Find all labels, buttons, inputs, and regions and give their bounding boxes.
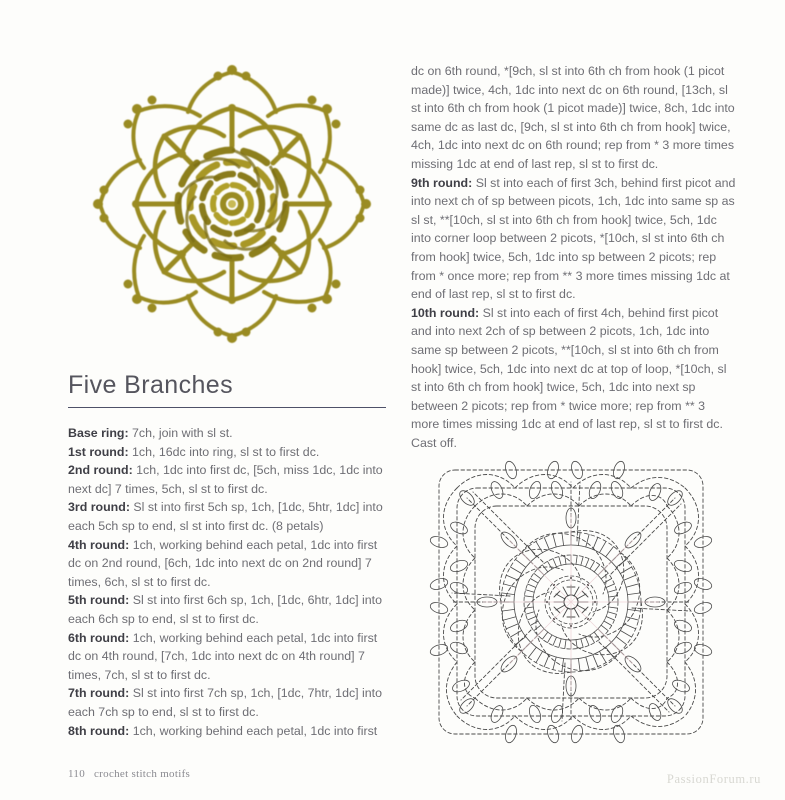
instruction-left-text-4: 1ch, working behind each petal, 1dc into first dc on 2nd round, [6ch, 1dc into next dc on 2nd round] 7 times, 6ch, sl st to first dc. bbox=[68, 537, 378, 589]
instruction-left-label-3: 3rd round: bbox=[68, 500, 130, 515]
instruction-left-label-6: 6th round: bbox=[68, 630, 130, 645]
footer-book-title: crochet stitch motifs bbox=[94, 768, 191, 780]
instruction-left-1 bbox=[68, 443, 390, 462]
instruction-left-text-1: 1ch, 16dc into ring, sl st to first dc. bbox=[128, 444, 320, 459]
instruction-left-0 bbox=[68, 424, 390, 443]
instruction-right-2 bbox=[411, 304, 736, 453]
instruction-left-label-2: 2nd round: bbox=[68, 463, 133, 478]
instruction-left-8 bbox=[68, 722, 390, 741]
motif-photograph bbox=[62, 52, 402, 362]
motif-photo-svg bbox=[62, 52, 402, 362]
instruction-left-text-3: Sl st into first 5ch sp, 1ch, [1dc, 5htr, 1dc] into each 5ch sp to end, sl st into first dc. (8 petals) bbox=[68, 500, 383, 533]
instruction-left-text-2: 1ch, 1dc into first dc, [5ch, miss 1dc, 1dc into next dc] 7 times, 5ch, sl st to first dc. bbox=[68, 463, 383, 496]
instruction-left-label-0: Base ring: bbox=[68, 426, 129, 440]
instruction-left-label-8: 8th round: bbox=[68, 723, 130, 738]
instruction-left-text-6: 1ch, working behind each petal, 1dc into first dc on 4th round, [7ch, 1dc into next dc on 4th round] 7 times, 7ch, sl st to first dc. bbox=[68, 630, 378, 682]
stitch-chart-svg bbox=[412, 452, 730, 752]
instruction-left-text-0: 7ch, join with sl st. bbox=[128, 426, 233, 440]
stitch-chart-diagram bbox=[412, 452, 730, 752]
instruction-left-text-8: 1ch, working behind each petal, 1dc into first bbox=[129, 723, 378, 738]
instruction-left-label-1: 1st round: bbox=[68, 444, 129, 459]
instruction-left-label-5: 5th round: bbox=[68, 593, 130, 608]
instructions-right-column bbox=[411, 62, 736, 452]
instruction-right-text-2: Sl st into each of first 4ch, behind first picot and into next 2ch of sp between 2 picots, 1ch, 1dc into same sp between 2 picots, **[10ch, sl st into 6th ch from hook] twice, 5ch, 1dc into next dc at top of loop, *[10ch, sl st into 6th ch from hook] twice, 5ch, 1dc into next sp between 2 picots; rep from * twice more; rep from ** 3 more times missing 1dc at end of last rep, sl st to first dc. Cast off. bbox=[411, 305, 727, 450]
instruction-left-text-5: Sl st into first 6ch sp, 1ch, [1dc, 6htr, 1dc] into each 6ch sp to end, sl st to first dc. bbox=[68, 593, 383, 626]
section-title-block bbox=[68, 372, 388, 408]
instruction-left-7 bbox=[68, 684, 390, 721]
instruction-right-1 bbox=[411, 174, 736, 304]
instruction-right-label-2: 10th round: bbox=[411, 305, 480, 320]
instruction-left-5 bbox=[68, 591, 390, 628]
instruction-left-6 bbox=[68, 629, 390, 685]
page-footer bbox=[68, 768, 190, 780]
instruction-left-2 bbox=[68, 461, 390, 498]
watermark: PassionForum.ru bbox=[666, 772, 761, 786]
instruction-right-0 bbox=[411, 62, 736, 174]
instruction-right-label-1: 9th round: bbox=[411, 175, 473, 190]
instruction-left-label-4: 4th round: bbox=[68, 537, 130, 552]
instruction-left-4 bbox=[68, 536, 390, 592]
instructions-left-column bbox=[68, 424, 390, 740]
instruction-right-text-1: Sl st into each of first 3ch, behind first picot and into next ch of sp between picots, 1ch, 1dc into same sp as sl st, **[10ch, sl st into 6th ch from hook] twice, 5ch, 1dc into corner loop between 2 picots, *[10ch, sl st into 6th ch from hook] twice, 5ch, 1dc into sp between 2 picots; rep from * once more; rep from ** 3 more times missing 1dc at end of last rep, sl st to first dc. bbox=[411, 175, 736, 302]
instruction-left-text-7: Sl st into first 7ch sp, 1ch, [1dc, 7htr, 1dc] into each 7ch sp to end, sl st to first dc. bbox=[68, 686, 383, 719]
title-divider bbox=[68, 407, 386, 409]
instruction-left-3 bbox=[68, 498, 390, 535]
instruction-left-label-7: 7th round: bbox=[68, 686, 130, 701]
footer-page-number: 110 bbox=[68, 768, 85, 780]
page-title: Five Branches bbox=[68, 371, 233, 399]
instruction-right-text-0: dc on 6th round, *[9ch, sl st into 6th ch from hook (1 picot made)] twice, 4ch, 1dc into next dc on 6th round, [13ch, sl st into 6th ch from hook (1 picot made)] twice, 8ch, 1dc into same dc as last dc, [9ch, sl st into 6th ch from hook] twice, 4ch, 1dc into next dc on 6th round; rep from * 3 more times missing 1dc at end of last rep, sl st to first dc. bbox=[411, 64, 735, 171]
